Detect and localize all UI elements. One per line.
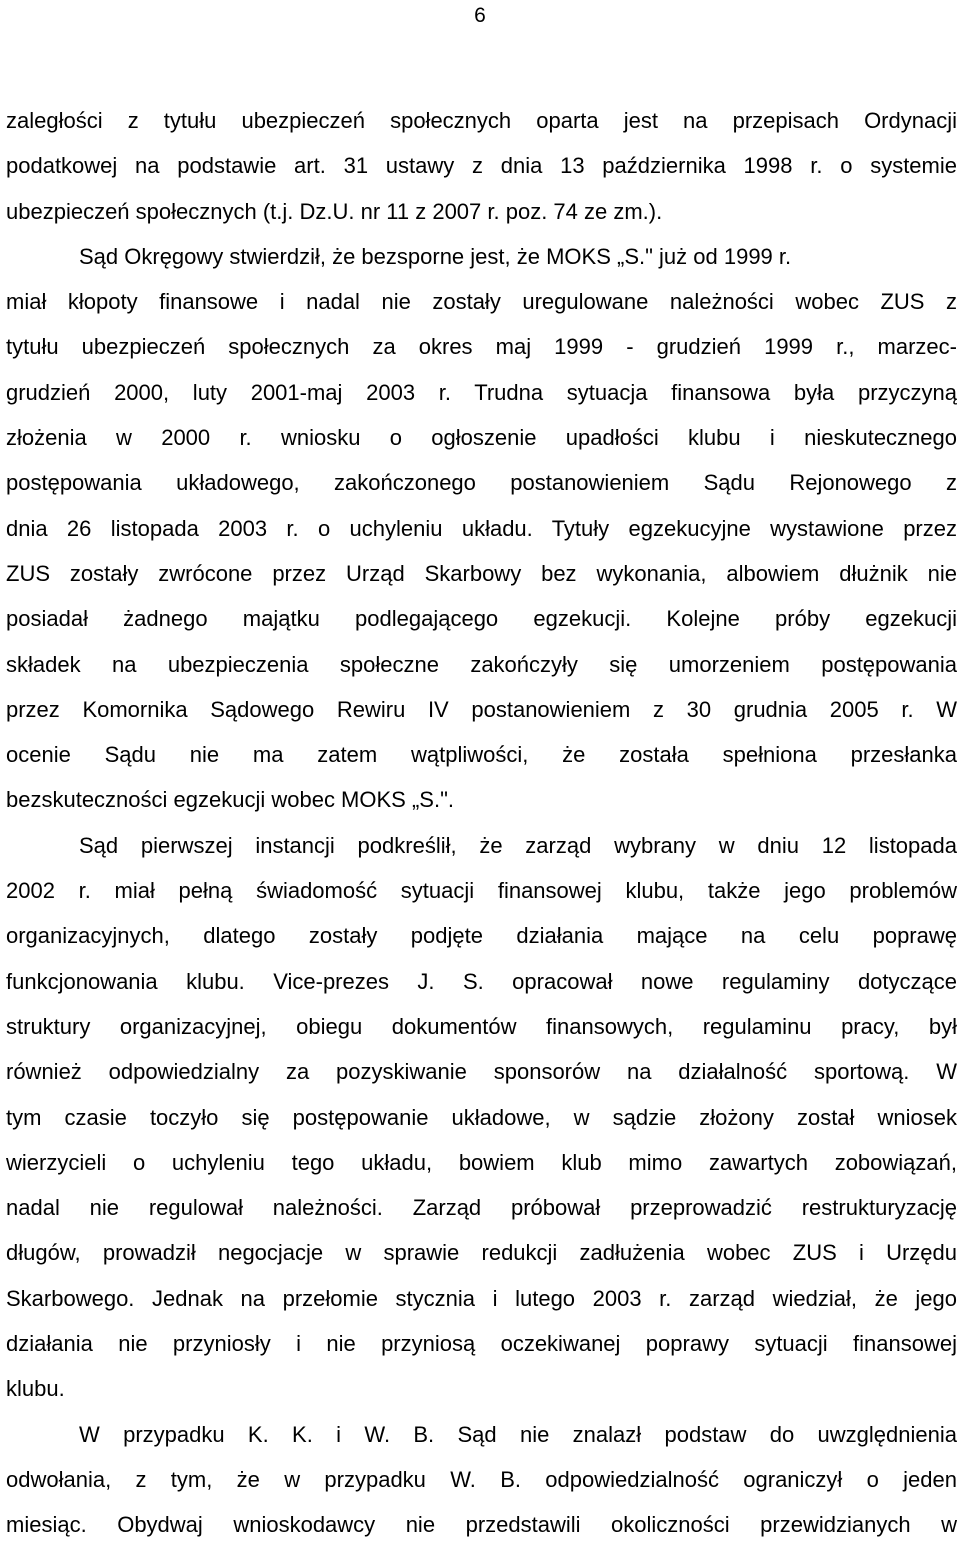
text-line: składek na ubezpieczenia społeczne zakończyły się umorzeniem postępowania [6, 651, 957, 677]
text-line: tytułu ubezpieczeń społecznych za okres maj 1999 - grudzień 1999 r., marzec- [6, 334, 957, 360]
text-line: odwołania, z tym, że w przypadku W. B. odpowiedzialność ograniczył o jeden [6, 1466, 957, 1492]
page-number: 6 [474, 4, 486, 27]
text-line: miał kłopoty finansowe i nadal nie zostały uregulowane należności wobec ZUS z [6, 289, 957, 315]
text-line: Skarbowego. Jednak na przełomie stycznia i lutego 2003 r. zarząd wiedział, że jego [6, 1285, 957, 1311]
text-line: bezskuteczności egzekucji wobec MOKS „S.". [6, 787, 454, 813]
text-line: W przypadku K. K. i W. B. Sąd nie znalazł podstaw do uwzględnienia [79, 1421, 957, 1447]
text-line: tym czasie toczyło się postępowanie układowe, w sądzie złożony został wniosek [6, 1104, 957, 1130]
text-line: złożenia w 2000 r. wniosku o ogłoszenie upadłości klubu i nieskutecznego [6, 425, 957, 451]
text-line: Sąd pierwszej instancji podkreślił, że zarząd wybrany w dniu 12 listopada [79, 832, 957, 858]
text-line: struktury organizacyjnej, obiegu dokumentów finansowych, regulaminu pracy, był [6, 1013, 957, 1039]
text-line: ocenie Sądu nie ma zatem wątpliwości, że została spełniona przesłanka [6, 742, 957, 768]
text-line: posiadał żadnego majątku podlegającego egzekucji. Kolejne próby egzekucji [6, 606, 957, 632]
text-line: również odpowiedzialny za pozyskiwanie sponsorów na działalność sportową. W [6, 1059, 957, 1085]
text-line: wierzycieli o uchyleniu tego układu, bowiem klub mimo zawartych zobowiązań, [6, 1149, 957, 1175]
text-line: nadal nie regulował należności. Zarząd próbował przeprowadzić restrukturyzację [6, 1195, 957, 1221]
text-line: 2002 r. miał pełną świadomość sytuacji finansowej klubu, także jego problemów [6, 878, 957, 904]
text-line: klubu. [6, 1376, 65, 1402]
text-line: organizacyjnych, dlatego zostały podjęte działania mające na celu poprawę [6, 923, 957, 949]
text-line: Sąd Okręgowy stwierdził, że bezsporne jest, że MOKS „S." już od 1999 r. [79, 243, 792, 269]
text-line: ZUS zostały zwrócone przez Urząd Skarbowy bez wykonania, albowiem dłużnik nie [6, 560, 957, 586]
text-line: działania nie przyniosły i nie przyniosą oczekiwanej poprawy sytuacji finansowej [6, 1331, 957, 1357]
text-line: zaległości z tytułu ubezpieczeń społecznych oparta jest na przepisach Ordynacji [6, 108, 957, 133]
text-line: grudzień 2000, luty 2001-maj 2003 r. Trudna sytuacja finansowa była przyczyną [6, 379, 957, 405]
text-line: ubezpieczeń społecznych (t.j. Dz.U. nr 11 z 2007 r. poz. 74 ze zm.). [6, 198, 663, 224]
text-line: długów, prowadził negocjacje w sprawie redukcji zadłużenia wobec ZUS i Urzędu [6, 1240, 957, 1266]
document-body [6, 98, 957, 1548]
text-line: przez Komornika Sądowego Rewiru IV postanowieniem z 30 grudnia 2005 r. W [6, 696, 957, 722]
text-line: dnia 26 listopada 2003 r. o uchyleniu układu. Tytuły egzekucyjne wystawione przez [6, 515, 957, 541]
text-line: postępowania układowego, zakończonego postanowieniem Sądu Rejonowego z [6, 470, 957, 496]
text-line: miesiąc. Obydwaj wnioskodawcy nie przedstawili okoliczności przewidzianych w [6, 1512, 957, 1538]
text-line: podatkowej na podstawie art. 31 ustawy z dnia 13 października 1998 r. o systemie [6, 153, 957, 179]
text-line: funkcjonowania klubu. Vice-prezes J. S. opracował nowe regulaminy dotyczące [6, 968, 957, 994]
